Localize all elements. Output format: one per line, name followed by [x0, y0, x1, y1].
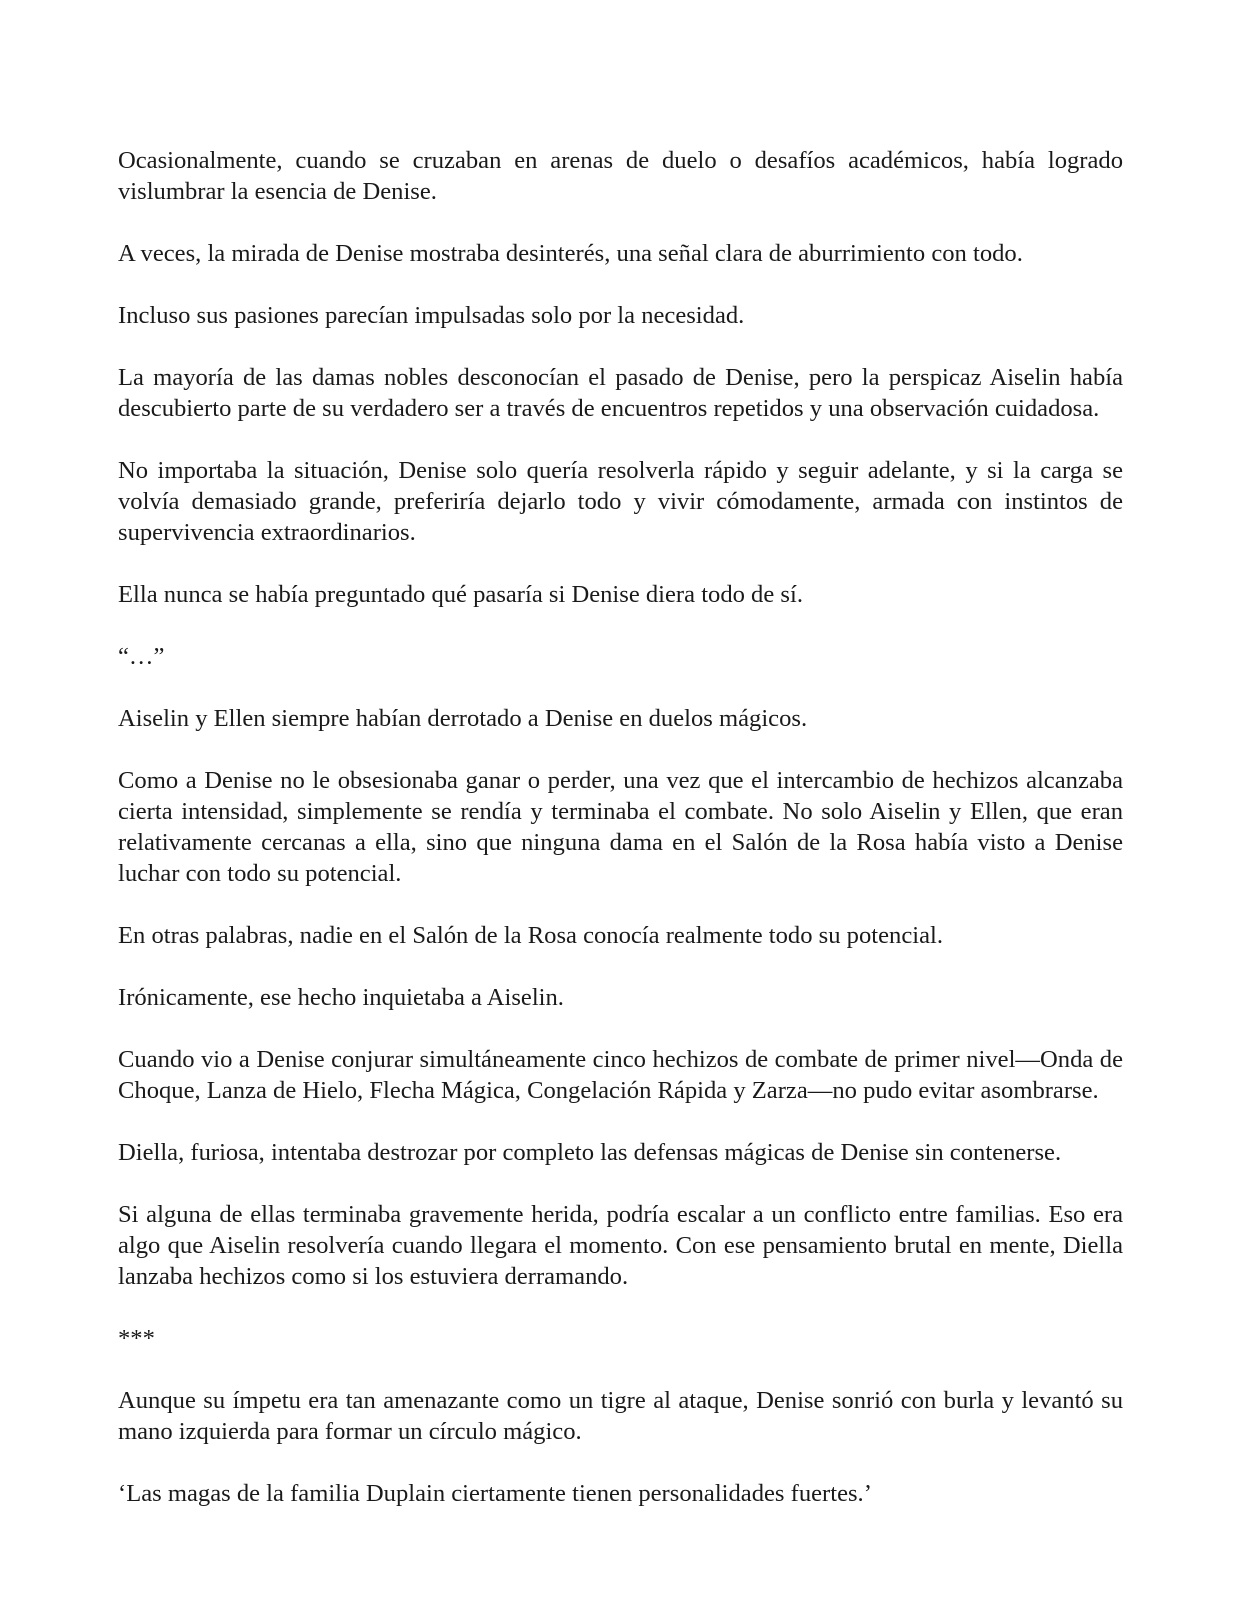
paragraph: Como a Denise no le obsesionaba ganar o perder, una vez que el intercambio de hechizos alcanzaba cierta intensidad, simplemente se rendía y terminaba el combate. No solo Aiselin y Ellen, que eran relativamente cercanas a ella, sino que ninguna dama en el Salón de la Rosa había visto a Denise luchar con todo su potencial. — [118, 767, 1123, 887]
paragraph: No importaba la situación, Denise solo quería resolverla rápido y seguir adelante, y si la carga se volvía demasiado grande, preferiría dejarlo todo y vivir cómodamente, armada con instintos de supervivencia extraordinarios. — [118, 457, 1123, 546]
paragraph: La mayoría de las damas nobles desconocían el pasado de Denise, pero la perspicaz Aiselin había descubierto parte de su verdadero ser a través de encuentros repetidos y una observación cuidadosa. — [118, 364, 1123, 422]
ellipsis-quote: “…” — [118, 643, 165, 670]
paragraph: Aiselin y Ellen siempre habían derrotado a Denise en duelos mágicos. — [118, 705, 808, 732]
paragraph: A veces, la mirada de Denise mostraba desinterés, una señal clara de aburrimiento con todo. — [118, 240, 1023, 267]
body-text — [118, 145, 1123, 1540]
paragraph: Aunque su ímpetu era tan amenazante como un tigre al ataque, Denise sonrió con burla y levantó su mano izquierda para formar un círculo mágico. — [118, 1387, 1123, 1445]
paragraph: Ocasionalmente, cuando se cruzaban en arenas de duelo o desafíos académicos, había logrado vislumbrar la esencia de Denise. — [118, 147, 1123, 205]
paragraph: Diella, furiosa, intentaba destrozar por completo las defensas mágicas de Denise sin contenerse. — [118, 1139, 1062, 1166]
paragraph: Si alguna de ellas terminaba gravemente herida, podría escalar a un conflicto entre familias. Eso era algo que Aiselin resolvería cuando llegara el momento. Con ese pensamiento brutal en mente, Diella lanzaba hechizos como si los estuviera derramando. — [118, 1201, 1123, 1290]
paragraph: En otras palabras, nadie en el Salón de la Rosa conocía realmente todo su potencial. — [118, 922, 943, 949]
paragraph: Cuando vio a Denise conjurar simultáneamente cinco hechizos de combate de primer nivel—Onda de Choque, Lanza de Hielo, Flecha Mágica, Congelación Rápida y Zarza—no pudo evitar asombrarse. — [118, 1046, 1123, 1104]
paragraph: ‘Las magas de la familia Duplain ciertamente tienen personalidades fuertes.’ — [118, 1480, 872, 1507]
paragraph: Irónicamente, ese hecho inquietaba a Aiselin. — [118, 984, 564, 1011]
paragraph: Ella nunca se había preguntado qué pasaría si Denise diera todo de sí. — [118, 581, 803, 608]
section-break: *** — [118, 1325, 155, 1352]
paragraph: Incluso sus pasiones parecían impulsadas solo por la necesidad. — [118, 302, 745, 329]
